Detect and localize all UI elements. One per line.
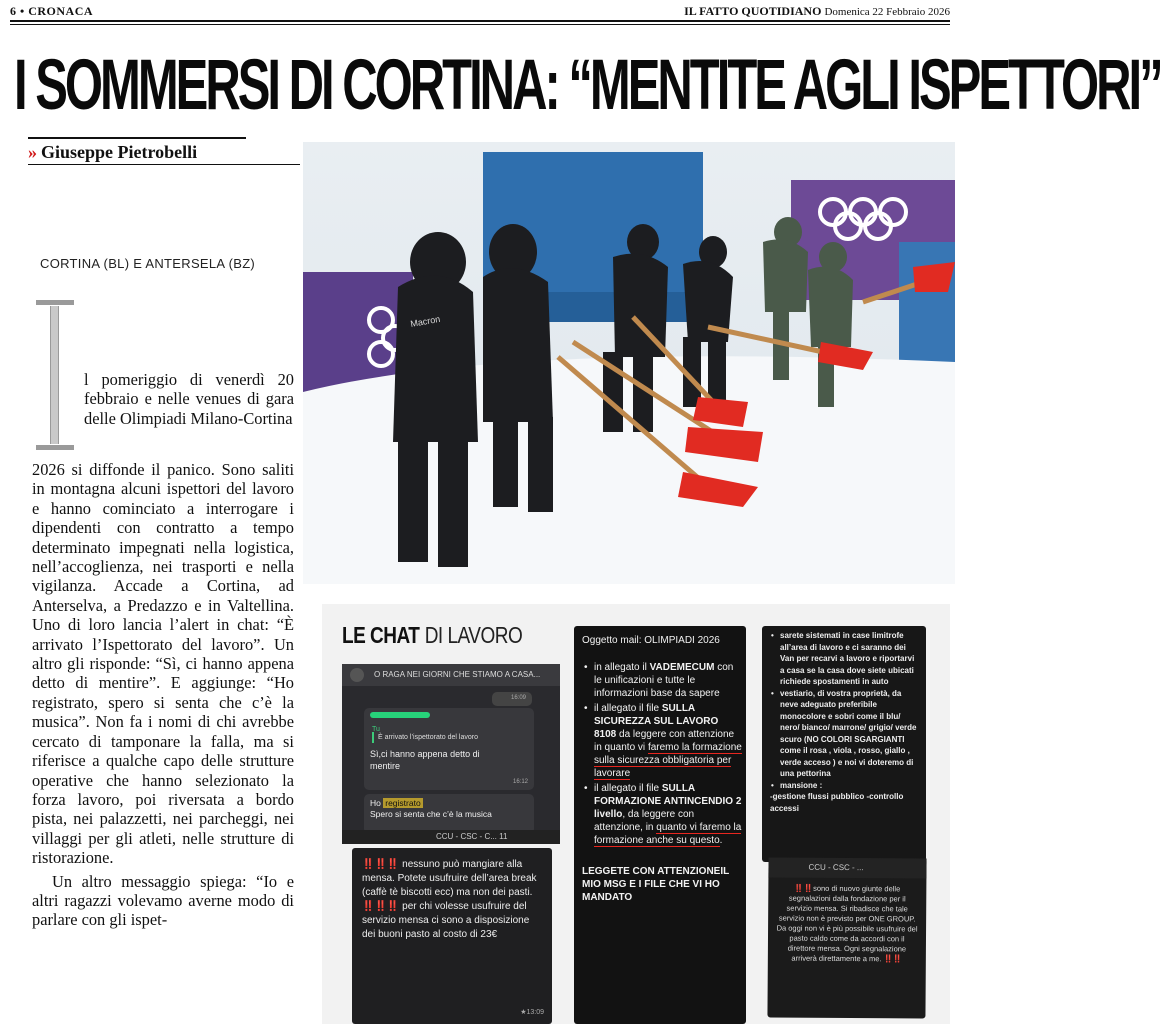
page-header [10,4,950,20]
header-rule [10,20,950,22]
author-name: Giuseppe Pietrobelli [41,142,198,162]
email-subject: Oggetto mail: OLIMPIADI 2026 [582,635,720,646]
jacket-brand: Macron [409,313,441,329]
byline-underline [28,164,300,165]
list-item: • in allegato il VADEMECUM con le unificazioni e tutte le informazioni base da sapere [582,661,742,700]
email-footer: LEGGETE CON ATTENZIONEIL MIO MSG E I FILE CHE VI HO MANDATO [582,866,730,903]
list-item: • il allegato il file SULLA SICUREZZA SUL LAVORO 8108 da leggere con attenzione in quanto vi faremo la formazione sulla sicurezza obbligatoria per lavorare [582,702,742,780]
drop-cap-i [30,300,80,450]
highlighted-word: registrato [385,798,421,808]
chat-screenshot-2 [352,848,552,1024]
headline: I SOMMERSI DI CORTINA: “MENTITE AGLI ISPETTORI” [14,46,1161,126]
chat-screenshot-1 [342,664,560,844]
recorded-bubble: Ho registrato Spero si senta che c’è la musica [364,794,534,834]
paragraph-2: Un altro messaggio spiega: “Io e altri ragazzi volevamo averne modo di parlare con gli ispet- [32,871,294,930]
snow-shoveling-photo [303,142,955,584]
instructions-screenshot [762,626,926,862]
time-bubble: 16:09 [492,692,532,706]
list-item: • il allegato il file SULLA FORMAZIONE ANTINCENDIO 2 livello, da leggere con attenzione, in quanto vi faremo la formazione anche su questo. [582,782,742,847]
list-item: • sarete sistemati in case limitrofe all’area di lavoro e ci saranno dei Van per recarvi a lavoro e riportarvi a casa se la casa dove siete ubicati richiede spostamenti in auto [770,630,920,688]
chats-title: LE CHAT DI LAVORO [342,624,523,650]
byline [28,140,197,164]
list-item: • mansione : [770,780,920,792]
redacted-name [370,712,430,718]
masthead [684,4,950,19]
canteen-notice: ‼️‼️sono di nuovo giunte delle segnalazioni dalla fondazione per il servizio mensa. Si ribadisce che tale servizio non è previsto per ONE GROUP. Da oggi non vi è più possibile usufruire del pasto caldo come da accordi con il direttore mensa. Ogni segnalazione arriverà direttamente a me. ‼️‼️ [776,883,918,964]
chat-header [342,664,560,686]
message-time: ★13:09 [520,1009,544,1016]
section-label: 6 • CRONACA [10,4,94,18]
tasks-text: -gestione flussi pubblico -controllo accessi [770,792,904,813]
sender-bar: CCU - CSC - ... [768,857,926,878]
paper-name: IL FATTO QUOTIDIANO [684,4,822,18]
chat-screenshot-3 [767,857,926,1018]
avatar [350,668,364,682]
byline-rule [28,137,246,139]
reply-bubble: Tu È arrivato l’ispettorato del lavoro Sì,ci hanno appena detto di mentire 16:12 [364,708,534,790]
lead-paragraph: l pomeriggio di venerdì 20 febbraio e nelle venues di gara delle Olimpiadi Milano-Cortina [84,370,294,428]
article-lead [84,370,294,460]
sender-bar: CCU - CSC - C... 11 [342,830,560,844]
email-list [582,661,742,847]
issue-date: Domenica 22 Febbraio 2026 [824,6,950,18]
dateline: CORTINA (BL) E ANTERSELA (BZ) [40,256,256,271]
header-rule-thin [10,24,950,25]
article-body [32,460,294,1024]
group-name: O RAGA NEI GIORNI CHE STIAMO A CASA... [374,670,541,679]
chats-panel [322,604,950,1024]
email-screenshot [574,626,746,1024]
canteen-message: ‼️‼️‼️ nessuno può mangiare alla mensa. Potete usufruire dell’area break (caffè tè biscotti ecc) ma non dei pasti. ‼️‼️‼️ per chi volesse usufruire del servizio mensa ci sono a disposizione dei buoni pasto al costo di 23€ [362,859,537,940]
list-item: • vestiario, di vostra proprietà, da neve adeguato preferibile monocolore e sobri come il blu/ nero/ bianco/ marrone/ grigio/ verde scuro (NO COLORI SGARGIANTI come il rosa , viola , rosso, giallo , verde acceso ) e noi vi doteremo di una pettorina [770,688,920,780]
photo-illustration [303,142,955,584]
paragraph-1: 2026 si diffonde il panico. Sono saliti in montagna alcuni ispettori del lavoro e hanno cominciato a interrogare i dipendenti con contratto a tempo determinato impegnati nella logistica, nell’accoglienza, nei trasporti e nella vigilanza. Accade a Cortina, ad Anterselva, a Predazzo e in Valtellina. Uno di loro lancia l’alert in chat: “È arrivato l’Ispettorato del lavoro”. Un altro gli risponde: “Sì, ci hanno appena detto di mentire”. E aggiunge: “Ho registrato, spero si senta che c’è la musica”. Non fa i nomi di chi avrebbe cercato di tamponare la falla, ma si riferisce a qualche capo delle strutture operative che hanno selezionato la forza lavoro, poi riversata a bordo pista, nei palazzetti, nei parcheggi, nei villaggi per gli atleti, nelle strutture di ristorazione. [32,460,294,868]
quoted-message: È arrivato l’ispettorato del lavoro [372,732,522,743]
reply-text: Sì,ci hanno appena detto di mentire [370,749,480,771]
quote-author: Tu [372,726,380,733]
chevron-icon: » [28,142,37,162]
